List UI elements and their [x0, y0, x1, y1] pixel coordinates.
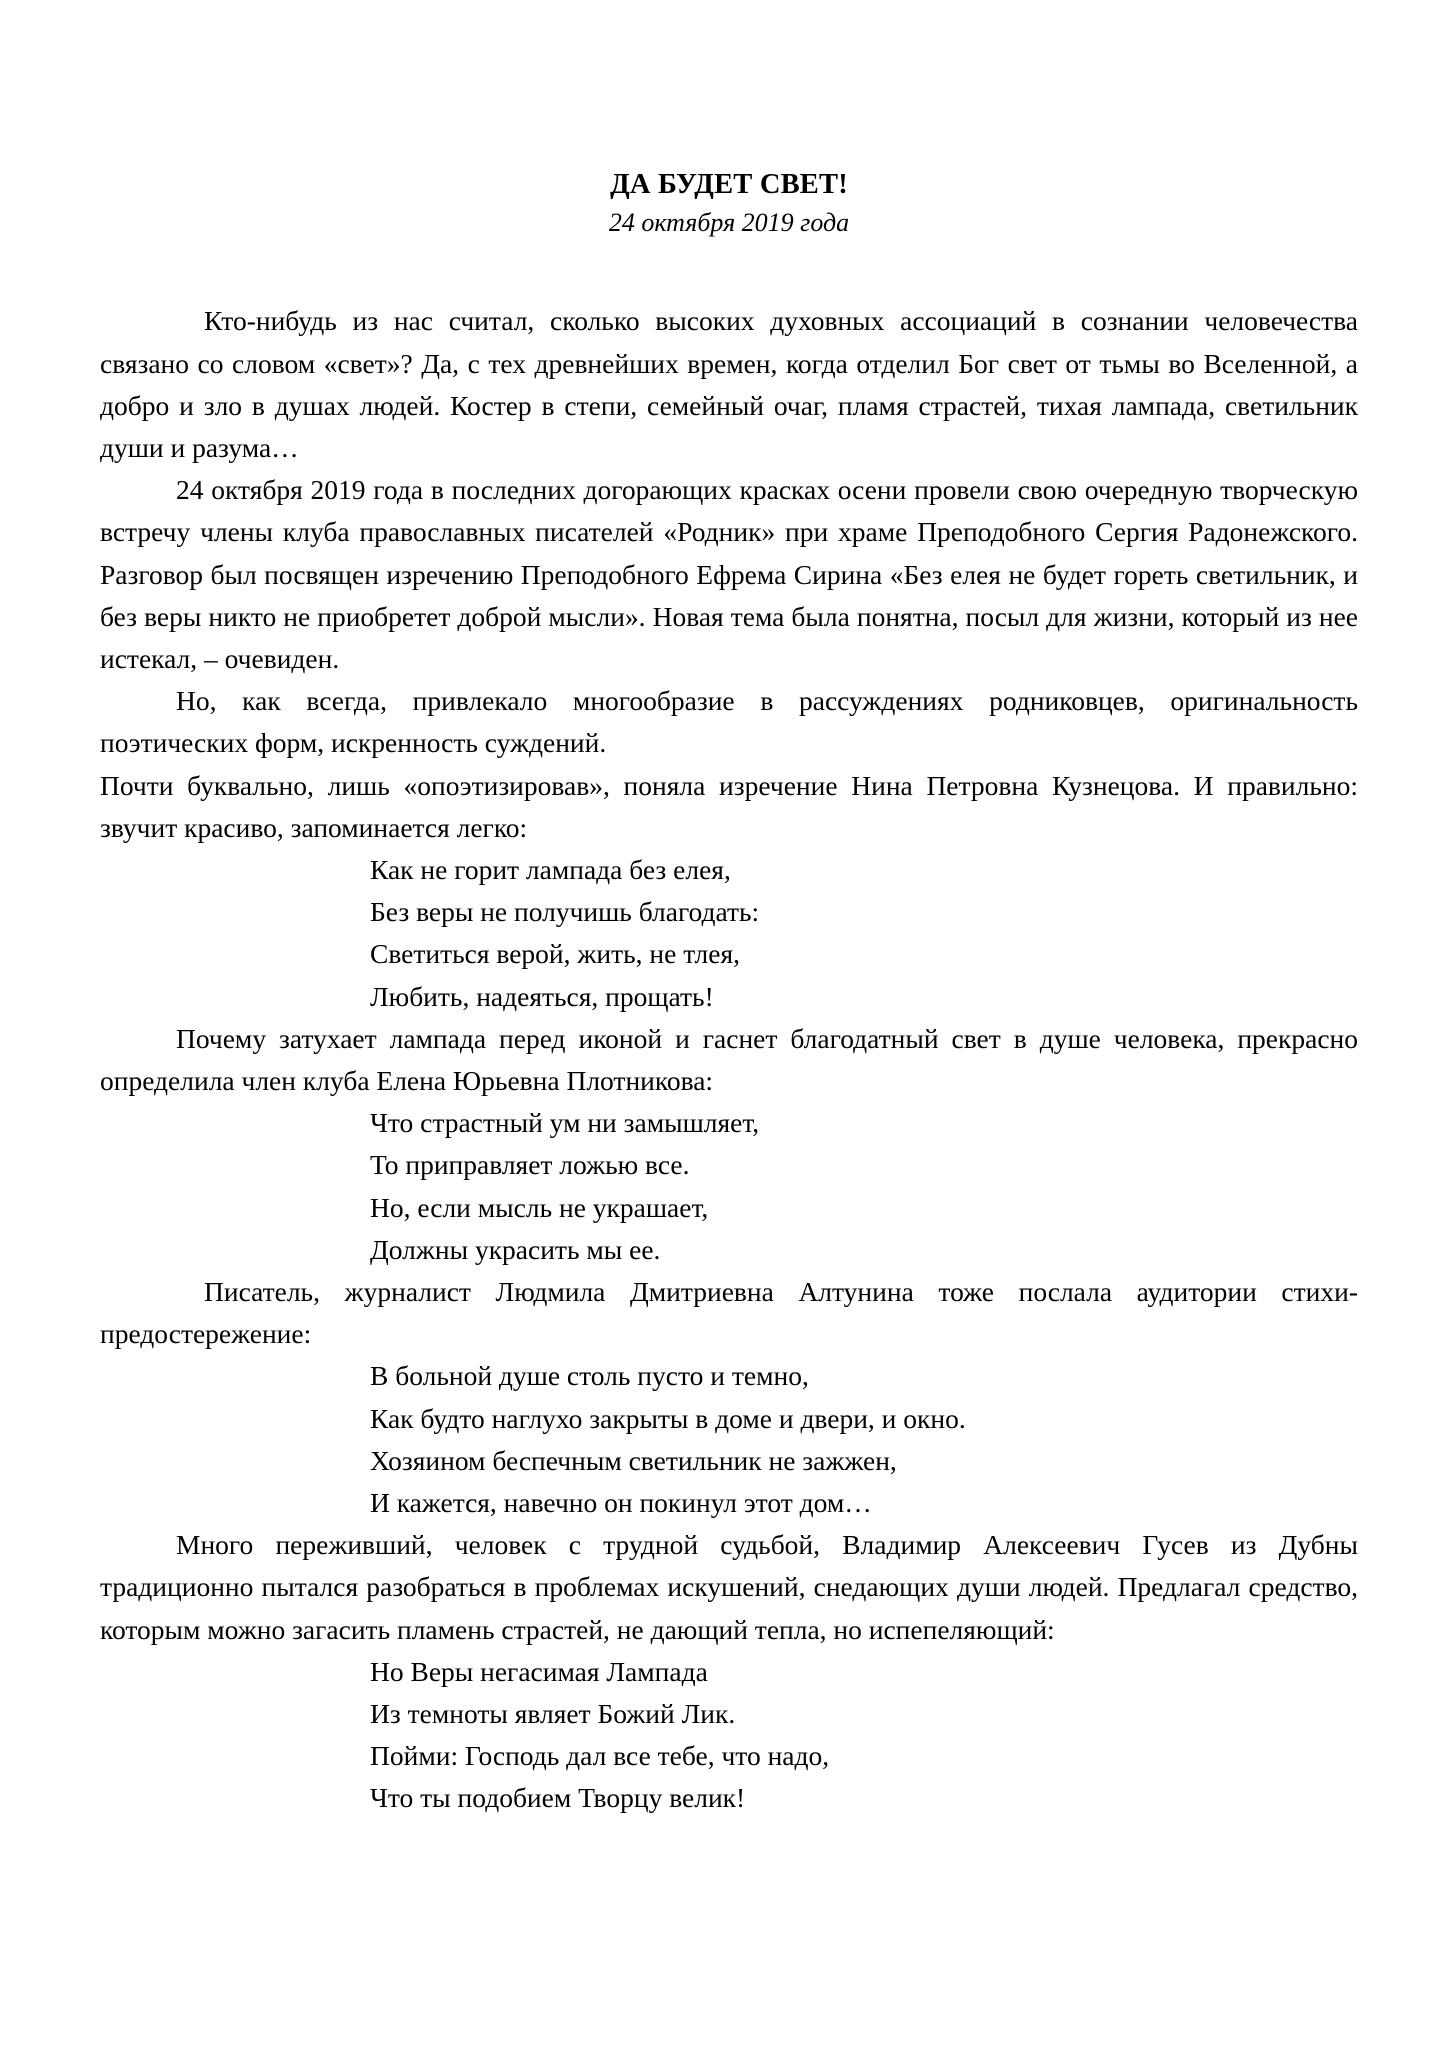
verse-line: В больной душе столь пусто и темно, [370, 1360, 809, 1392]
verse-altunina [100, 1355, 1358, 1524]
verse-line: И кажется, навечно он покинул этот дом… [370, 1486, 872, 1518]
verse-line: Светиться верой, жить, не тлея, [370, 938, 741, 970]
verse-line: То приправляет ложью все. [370, 1149, 690, 1181]
verse-kuznetsova [100, 849, 1358, 1018]
paragraph-meeting: 24 октября 2019 года в последних догорающих красках осени провели свою очередную творческую встречу члены клуба православных писателей «Родник» при храме Преподобного Сергия Радонежского. Разговор был посвящен изречению Преподобного Ефрема Сирина «Без елея не будет гореть светильник, и без веры никто не приобретет доброй мысли». Новая тема была понятна, посыл для жизни, который из нее истекал, – очевиден. [100, 474, 1358, 674]
verse-line: Как не горит лампада без елея, [370, 853, 731, 885]
verse-line: Что страстный ум ни замышляет, [370, 1107, 760, 1139]
verse-line: Должны украсить мы ее. [370, 1233, 661, 1265]
verse-line: Но, если мысль не украшает, [370, 1191, 709, 1223]
verse-line: Как будто наглухо закрыты в доме и двери, и окно. [370, 1402, 966, 1434]
paragraph-intro: Кто-нибудь из нас считал, сколько высоких духовных ассоциаций в сознании человечества связано со словом «свет»? Да, с тех древнейших времен, когда отделил Бог свет от тьмы во Вселенной, а добро и зло в душах людей. Костер в степи, семейный очаг, пламя страстей, тихая лампада, светильник души и разума… [100, 305, 1358, 463]
paragraph-kuznetsova-intro: Почти буквально, лишь «опоэтизировав», поняла изречение Нина Петровна Кузнецова. И правильно: звучит красиво, запоминается легко: [100, 769, 1358, 843]
paragraph-plotnikova-intro: Почему затухает лампада перед иконой и гаснет благодатный свет в душе человека, прекрасно определила член клуба Елена Юрьевна Плотникова: [100, 1022, 1358, 1096]
verse-line: Что ты подобием Творцу велик! [370, 1782, 746, 1814]
verse-line: Но Веры негасимая Лампада [370, 1655, 708, 1687]
verse-gusev [100, 1651, 1358, 1820]
paragraph-altunina-intro: Писатель, журналист Людмила Дмитриевна Алтунина тоже послала аудитории стихи-предостережение: [100, 1275, 1358, 1350]
verse-plotnikova [100, 1102, 1358, 1271]
verse-line: Без веры не получишь благодать: [370, 896, 760, 928]
page-title: ДА БУДЕТ СВЕТ! [610, 169, 848, 200]
page-subtitle-date: 24 октября 2019 года [608, 207, 850, 237]
verse-line: Хозяином беспечным светильник не зажжен, [370, 1444, 897, 1476]
document-content [100, 0, 1358, 1820]
verse-line: Из темноты являет Божий Лик. [370, 1698, 736, 1729]
verse-line: Пойми: Господь дал все тебе, что надо, [370, 1740, 830, 1772]
paragraph-gusev-intro: Много переживший, человек с трудной судьбой, Владимир Алексеевич Гусев из Дубны традиционно пытался разобраться в проблемах искушений, снедающих души людей. Предлагал средство, которым можно загасить пламень страстей, не дающий тепла, но испепеляющий: [100, 1529, 1358, 1645]
document-body [100, 300, 1358, 1819]
verse-line: Любить, надеяться, прощать! [370, 980, 714, 1012]
paragraph-diversity: Но, как всегда, привлекало многообразие в рассуждениях родниковцев, оригинальность поэтических форм, искренность суждений. [100, 685, 1358, 759]
